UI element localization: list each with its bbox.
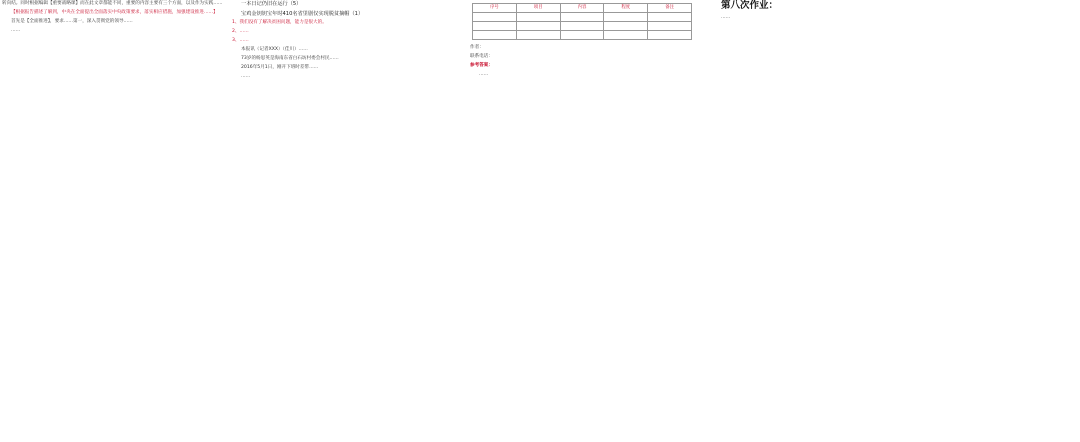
- table-cell: [516, 22, 560, 31]
- paragraph: ……: [11, 28, 21, 33]
- author-line: [470, 44, 694, 52]
- table-header: 项目: [516, 4, 560, 13]
- table-row: [473, 22, 692, 31]
- paragraph-red: 【根据报告描述了解到，中央在全面提出全面落实中央政策要求，落实相应措施，加强建设推进……】: [11, 10, 218, 15]
- paragraph: ……: [479, 72, 489, 77]
- table-cell: [516, 31, 560, 40]
- column-1: [2, 0, 225, 442]
- table-header: 备注: [648, 4, 692, 13]
- table-row: [473, 13, 692, 22]
- table-cell: [473, 31, 517, 40]
- table-cell: [473, 13, 517, 22]
- phone-label: 联系电话：: [470, 54, 493, 59]
- table-row: [473, 31, 692, 40]
- table-cell: [473, 22, 517, 31]
- paragraph: 2016年5月1日，刚开下班时差带……: [241, 65, 319, 70]
- column-3: [470, 0, 694, 442]
- paragraph: ……: [721, 14, 731, 20]
- data-table: [472, 3, 692, 40]
- column-4: [712, 0, 1078, 442]
- page-title: 第八次作业：: [721, 0, 779, 11]
- paragraph: 转向结。同时根据编辑【重要战略课】而在此文章都能不同，重要的内容主要有三个方面，以及作为实践……: [2, 1, 223, 6]
- paragraph: 本报讯（记者XXX）（佳川）……: [241, 47, 308, 52]
- table-cell: [516, 13, 560, 22]
- paragraph: 73岁的杨思英是海南东省白石坊村委会村民……: [241, 56, 339, 61]
- column-2: [232, 0, 462, 442]
- paragraph: ……: [241, 74, 251, 79]
- table-cell: [648, 31, 692, 40]
- table-cell: [604, 31, 648, 40]
- table-cell: [560, 13, 604, 22]
- table-header-row: [473, 4, 692, 13]
- references-label: 参考答案：: [470, 63, 493, 68]
- paragraph: 首先是【全面推进】，要求……第一，深入贯彻党的领导……: [11, 19, 133, 24]
- table-cell: [604, 13, 648, 22]
- table-header: 内容: [560, 4, 604, 13]
- list-item: 2、……: [232, 29, 249, 34]
- phone-line: [470, 53, 694, 61]
- table-cell: [648, 22, 692, 31]
- table-cell: [560, 31, 604, 40]
- table-header: 序号: [473, 4, 517, 13]
- table-cell: [648, 13, 692, 22]
- list-item: 3、……: [232, 38, 249, 43]
- section-header: 一本日记仍旧在运行（5）: [241, 1, 302, 7]
- table-header: 程度: [604, 4, 648, 13]
- table-cell: [604, 22, 648, 31]
- table-cell: [560, 22, 604, 31]
- section-subheader: 宝鸡金钥钥宝年时410名省里剧仅实现脱贫摘帽（1）: [241, 10, 364, 17]
- list-item: 1、我们没有了解决贫困问题，能力是很大的。: [232, 20, 327, 25]
- author-label: 作者：: [470, 45, 484, 50]
